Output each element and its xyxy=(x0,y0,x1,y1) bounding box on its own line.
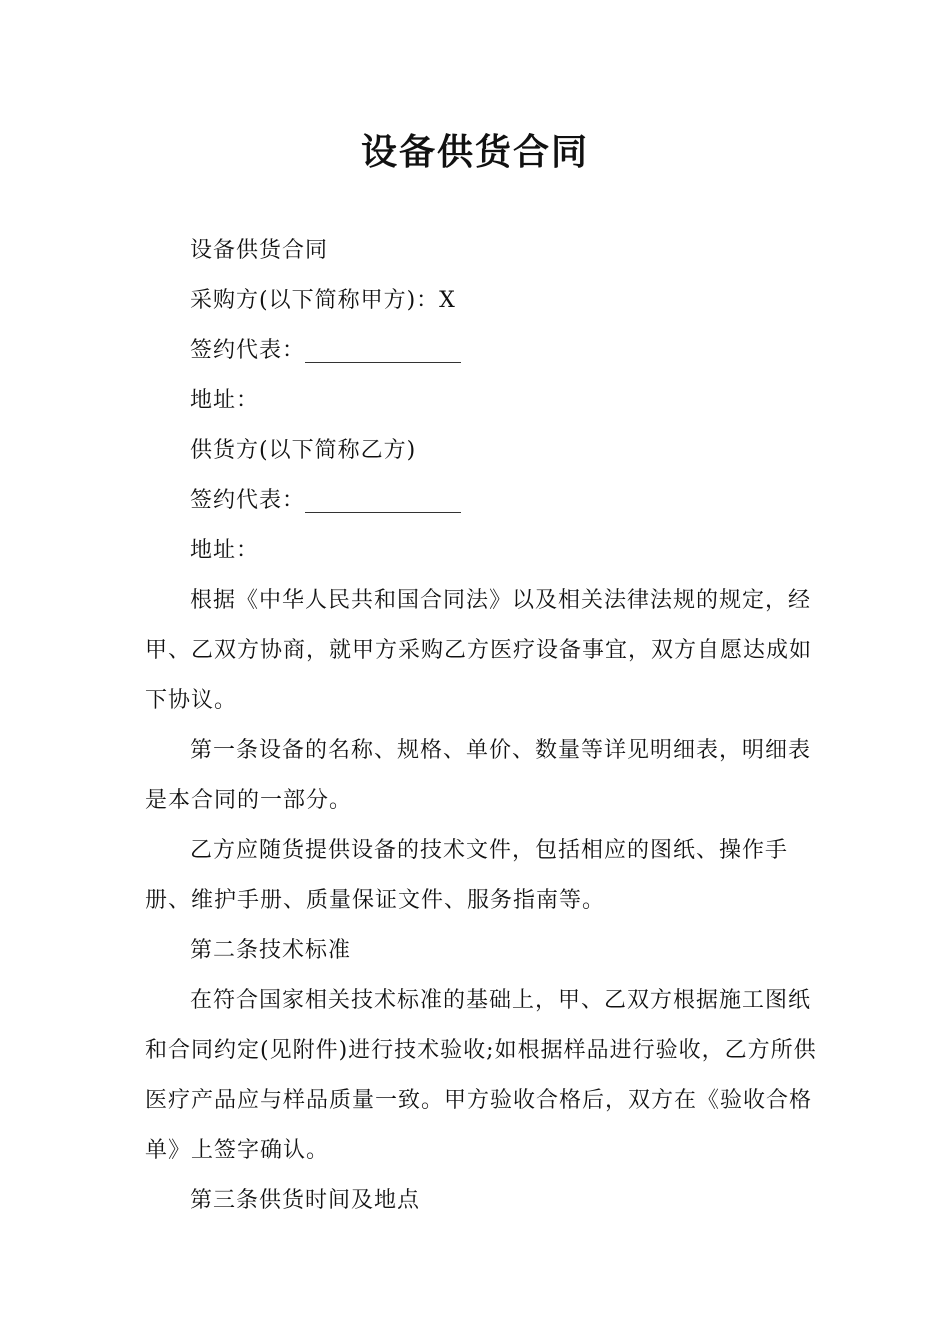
paragraph-article-1: 第一条设备的名称、规格、单价、数量等详见明细表，明细表是本合同的一部分。 xyxy=(145,738,812,813)
paragraph-buyer-address: 地址： xyxy=(190,388,260,413)
document-body xyxy=(145,226,823,1226)
supplier-representative-label: 签约代表： xyxy=(190,488,306,513)
paragraph-technical-documents: 乙方应随货提供设备的技术文件，包括相应的图纸、操作手册、维护手册、质量保证文件、服务指南等。 xyxy=(145,838,789,913)
paragraph-article-2-heading: 第二条技术标准 xyxy=(190,938,352,963)
paragraph-preamble: 根据《中华人民共和国合同法》以及相关法律法规的规定，经甲、乙双方协商，就甲方采购乙方医疗设备事宜，双方自愿达成如下协议。 xyxy=(145,588,813,713)
paragraph-article-2-body: 在符合国家相关技术标准的基础上，甲、乙双方根据施工图纸和合同约定(见附件)进行技术验收;如根据样品进行验收，乙方所供医疗产品应与样品质量一致。甲方验收合格后，双方在《验收合格单》上签字确认。 xyxy=(145,988,817,1163)
paragraph-supplier: 供货方(以下简称乙方) xyxy=(190,438,417,463)
paragraph-article-3-heading: 第三条供货时间及地点 xyxy=(190,1188,421,1213)
paragraph-buyer: 采购方(以下简称甲方)：X xyxy=(190,288,456,313)
supplier-representative-blank xyxy=(305,482,461,513)
paragraph-contract-name: 设备供货合同 xyxy=(190,238,329,263)
paragraph-buyer-representative xyxy=(145,326,823,376)
paragraph-supplier-representative xyxy=(145,476,823,526)
buyer-representative-label: 签约代表： xyxy=(190,338,306,363)
document-title: 设备供货合同 xyxy=(360,132,589,173)
paragraph-supplier-address: 地址： xyxy=(190,538,260,563)
buyer-representative-blank xyxy=(305,332,461,363)
